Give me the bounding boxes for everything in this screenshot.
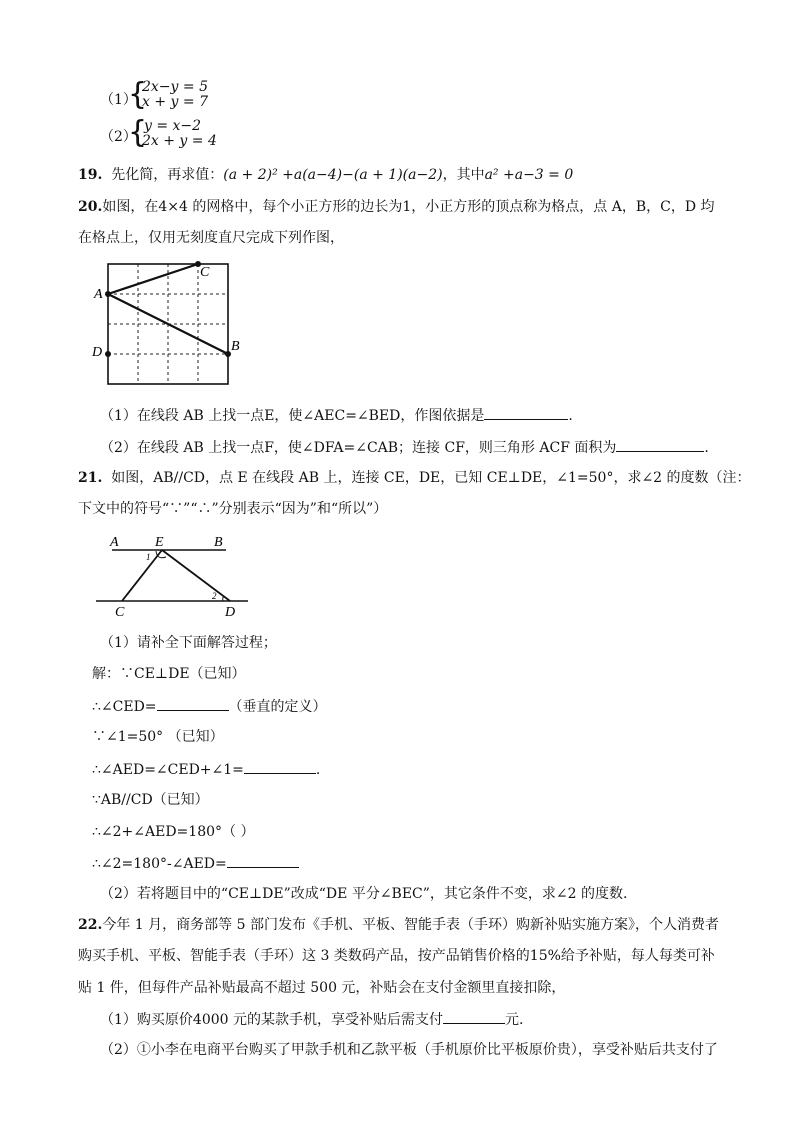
label-point-a: A <box>110 535 119 550</box>
label-point-b: B <box>231 339 240 354</box>
answer-blank[interactable] <box>484 405 568 420</box>
q22-part2: （2）①小李在电商平台购买了甲款手机和乙款平板（手机原价比平板原价贵），享受补贴后共支付了 <box>100 1042 718 1058</box>
answer-blank[interactable] <box>244 759 316 774</box>
answer-blank[interactable] <box>227 853 299 868</box>
q21-part2: （2）若将题目中的“CE⊥DE”改成“DE 平分∠BEC”，其它条件不变，求∠2 的度数. <box>100 886 628 902</box>
q19-text: 先化简，再求值： <box>111 167 224 183</box>
brace-icon: { <box>128 77 148 112</box>
q18-part2-label: （2） <box>100 129 137 145</box>
q21-text1: 如图，AB//CD，点 E 在线段 AB 上，连接 CE，DE，已知 CE⊥DE，∠1=50°，求∠2 的度数（注： <box>111 470 751 486</box>
q21-step3 <box>92 759 320 780</box>
q21-line1 <box>78 468 751 488</box>
q21-line2: 下文中的符号“∵”“∴”分别表示“因为”和“所以”） <box>78 501 388 517</box>
q21-step1 <box>92 696 327 717</box>
q20-part1-text: （1）在线段 AB 上找一点E，使∠AEC=∠BED，作图依据是 <box>100 408 485 424</box>
q20-grid-figure <box>88 258 248 390</box>
q20-part2-end: . <box>704 440 709 456</box>
answer-blank[interactable] <box>616 437 704 452</box>
q20-part2-text: （2）在线段 AB 上找一点F，使∠DFA=∠CAB；连接 CF，则三角形 ACF 面积为 <box>100 440 617 456</box>
q18-part1-eq2: x + y = 7 <box>142 94 208 110</box>
q22-line1 <box>78 915 719 935</box>
q21-parallel-lines-figure <box>94 530 254 622</box>
q22-line3: 贴 1 件，但每件产品补贴最高不超过 500 元，补贴会在支付金额里直接扣除， <box>78 980 566 996</box>
q21-step3-end: . <box>315 762 321 778</box>
q20-part1-end: . <box>568 408 573 424</box>
q21-step5: ∴∠2+∠AED=180°（ ） <box>92 824 255 840</box>
q19-number: 19. <box>78 167 103 183</box>
q18-part2-eq2: 2x + y = 4 <box>142 133 217 149</box>
label-point-a: A <box>94 287 103 302</box>
q22-line2: 购买手机、平板、智能手表（手环）这 3 类数码产品，按产品销售价格的15%给予补贴，每人每类可补 <box>78 948 715 964</box>
q20-number: 20. <box>78 199 103 215</box>
q21-step1-text: ∴∠CED= <box>92 699 157 715</box>
q20-line1 <box>78 197 715 217</box>
q20-text1: 如图，在4×4 的网格中，每个小正方形的边长为1，小正方形的顶点称为格点，点 A，B，C，D 均 <box>102 199 715 215</box>
q18-part1-eq1: 2x−y = 5 <box>142 79 208 95</box>
q20-part1 <box>100 405 573 426</box>
label-point-e: E <box>155 535 164 550</box>
q21-solution-intro: 解：∵CE⊥DE（已知） <box>92 666 246 682</box>
q22-part1 <box>100 1009 523 1030</box>
q22-text1: 今年 1 月，商务部等 5 部门发布《手机、平板、智能手表（手环）购新补贴实施方案》，个人消费者 <box>102 917 719 933</box>
q21-part1: （1）请补全下面解答过程； <box>100 635 277 651</box>
q21-step1-reason: （垂直的定义） <box>228 699 327 715</box>
q22-number: 22. <box>78 917 103 933</box>
q19-condition: a² +a−3 = 0 <box>484 167 574 183</box>
q21-number: 21. <box>78 470 103 486</box>
answer-blank[interactable] <box>157 696 229 711</box>
label-point-d: D <box>225 605 236 620</box>
label-point-c: C <box>115 605 125 620</box>
answer-blank[interactable] <box>443 1009 505 1024</box>
brace-icon: { <box>128 115 148 150</box>
q21-step6-text: ∴∠2=180°-∠AED= <box>92 856 227 872</box>
label-angle-1: 1 <box>146 552 151 562</box>
q22-part1-text: （1）购买原价4000 元的某款手机，享受补贴后需支付 <box>100 1012 443 1028</box>
label-point-d: D <box>92 345 103 360</box>
q21-step4: ∵AB//CD（已知） <box>92 792 209 808</box>
q19-expression: (a + 2)² +a(a−4)−(a + 1)(a−2) <box>223 167 443 183</box>
q22-part1-end: 元. <box>505 1012 524 1028</box>
q19-condition-prefix: ，其中 <box>442 167 485 183</box>
q18-part2-eq1: y = x−2 <box>144 118 202 134</box>
q21-step3-text: ∴∠AED=∠CED+∠1= <box>92 762 244 778</box>
q20-line2: 在格点上，仅用无刻度直尺完成下列作图， <box>78 230 344 246</box>
label-point-b: B <box>214 535 223 550</box>
q21-step2: ∵∠1=50° （已知） <box>92 729 224 745</box>
label-angle-2: 2 <box>212 591 217 601</box>
label-point-c: C <box>200 265 210 280</box>
q21-step6 <box>92 853 299 874</box>
q19 <box>78 165 573 185</box>
q18-part1-label: （1） <box>100 92 137 108</box>
q20-part2 <box>100 437 709 458</box>
